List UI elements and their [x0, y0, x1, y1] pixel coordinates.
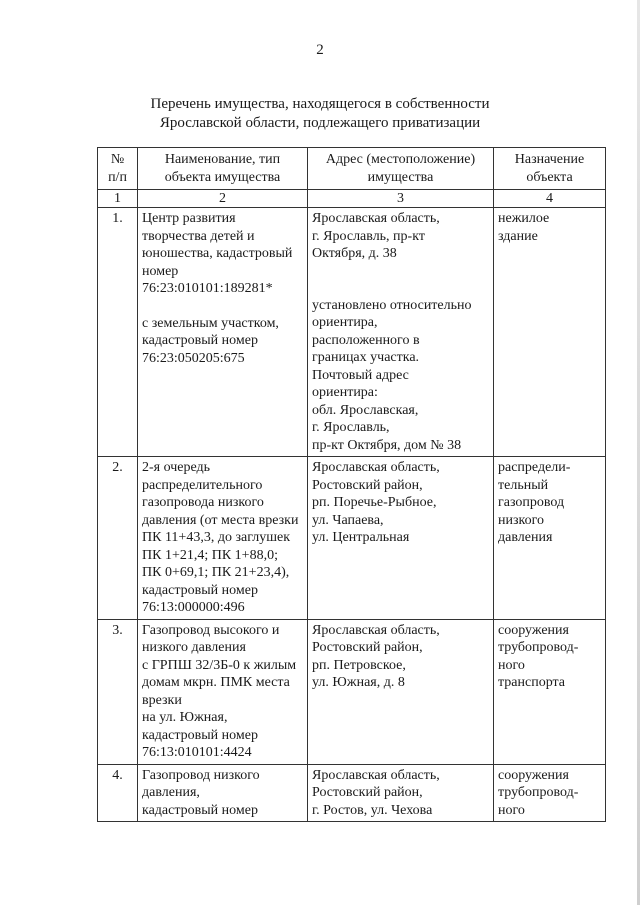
row-purpose: нежилое здание	[494, 208, 606, 457]
document-title-line-1: Перечень имущества, находящегося в собственности	[150, 96, 490, 112]
row-purpose: сооружения трубопровод- ного	[494, 764, 606, 822]
row-address-text: Ярославская область, г. Ярославль, пр-кт Октября, д. 38	[312, 211, 440, 261]
row-number: 2.	[98, 457, 138, 620]
row-number: 3.	[98, 619, 138, 764]
column-number: 3	[308, 190, 494, 208]
row-address: Ярославская область, Ростовский район, рп. Поречье-Рыбное, ул. Чапаева, ул. Центральная	[308, 457, 494, 620]
header-number: № п/п	[98, 148, 138, 190]
row-address	[308, 208, 494, 457]
row-number: 4.	[98, 764, 138, 822]
header-purpose: Назначение объекта	[494, 148, 606, 190]
column-number: 1	[98, 190, 138, 208]
row-name: 2-я очередь распределительного газопровода низкого давления (от места врезки ПК 11+43,3, до заглушек ПК 1+21,4; ПК 1+88,0; ПК 0+69,1; ПК 21+23,4), кадастровый номер 76:13:000000:496	[138, 457, 308, 620]
table-row	[98, 457, 606, 620]
column-number-row	[98, 190, 606, 208]
row-name: Газопровод высокого и низкого давления с ГРПШ 32/3Б-0 к жилым домам мкрн. ПМК места врезки на ул. Южная, кадастровый номер 76:13:010101:4424	[138, 619, 308, 764]
header-address: Адрес (местоположение) имущества	[308, 148, 494, 190]
table-row	[98, 619, 606, 764]
table-header-row	[98, 148, 606, 190]
document-title	[0, 95, 640, 133]
header-name: Наименование, тип объекта имущества	[138, 148, 308, 190]
page-number: 2	[316, 42, 324, 58]
table-row	[98, 208, 606, 457]
row-address-extra: установлено относительно ориентира, расположенного в границах участка. Почтовый адрес ориентира: обл. Ярославская, г. Ярославль, пр-кт Октября, дом № 38	[312, 297, 472, 453]
property-table	[97, 147, 606, 822]
row-name-text: Центр развития творчества детей и юношества, кадастровый номер 76:23:010101:189281*	[142, 211, 293, 296]
column-number: 4	[494, 190, 606, 208]
row-address: Ярославская область, Ростовский район, г. Ростов, ул. Чехова	[308, 764, 494, 822]
row-address: Ярославская область, Ростовский район, рп. Петровское, ул. Южная, д. 8	[308, 619, 494, 764]
row-purpose: сооружения трубопровод- ного транспорта	[494, 619, 606, 764]
document-title-line-2: Ярославской области, подлежащего приватизации	[159, 115, 481, 131]
row-purpose: распредели- тельный газопровод низкого давления	[494, 457, 606, 620]
row-name: Газопровод низкого давления, кадастровый номер	[138, 764, 308, 822]
row-name-extra: с земельным участком, кадастровый номер 76:23:050205:675	[142, 315, 279, 366]
column-number: 2	[138, 190, 308, 208]
row-number: 1.	[98, 208, 138, 457]
row-name	[138, 208, 308, 457]
table-row	[98, 764, 606, 822]
